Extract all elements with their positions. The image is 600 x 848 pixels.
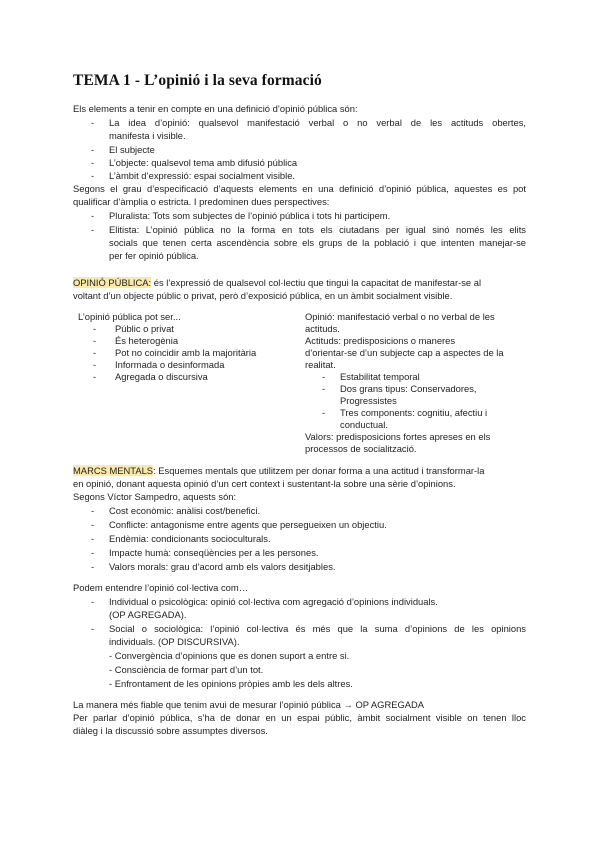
left-col-item: Agregada o discursiva xyxy=(115,371,208,382)
bullet-dash: - xyxy=(93,371,97,382)
opinio-definition-line: voltant d’un objecte públic o privat, però d’exposició pública, en un àmbit socialment visible. xyxy=(73,290,453,301)
element-item-line: manifesta i visible. xyxy=(109,130,186,141)
element-item-line: L’objecte: qualsevol tema amb difusió pública xyxy=(109,157,298,168)
bullet-dash: - xyxy=(91,533,95,544)
sampedro-item: Endèmia: condicionants socioculturals. xyxy=(109,533,271,544)
right-col-line: realitat. xyxy=(305,359,336,370)
bullet-dash: - xyxy=(322,371,326,382)
bullet-dash: - xyxy=(91,144,95,155)
perspective-line: socials que tenen certa ascendència sobre els grups de la població i que intenten manejar-se xyxy=(109,237,526,248)
bullet-dash: - xyxy=(91,505,95,516)
left-col-item: Pot no coincidir amb la majoritària xyxy=(115,347,257,358)
collectiva-line: - Enfrontament de les opinions pròpies amb les dels altres. xyxy=(109,678,353,689)
right-sub-item: Dos grans tipus: Conservadores, xyxy=(340,383,477,394)
collectiva-line: (OP AGREGADA). xyxy=(109,609,187,620)
sampedro-intro: Segons Víctor Sampedro, aquests són: xyxy=(73,491,237,502)
bullet-dash: - xyxy=(93,323,97,334)
sampedro-item: Cost econòmic: anàlisi cost/benefici. xyxy=(109,505,261,516)
bullet-dash: - xyxy=(91,596,95,607)
marcs-definition-line xyxy=(73,465,484,478)
right-sub-item: conductual. xyxy=(340,419,388,430)
perspective-line: per fer opinió pública. xyxy=(109,250,199,261)
intro-text: Els elements a tenir en compte en una definició d’opinió pública són: xyxy=(73,103,358,114)
element-item-line: La idea d’opinió: qualsevol manifestació verbal o no verbal de les actituds obertes, xyxy=(109,117,526,128)
left-col-heading: L’opinió pública pot ser... xyxy=(78,311,181,322)
right-col-line: Actituds: predisposicions o maneres xyxy=(305,335,456,346)
segons-line: qualificar d’àmplia o estricta. I predominen dues perspectives: xyxy=(73,196,330,207)
collectiva-line: individuals. (OP DISCURSIVA). xyxy=(109,636,240,647)
bullet-dash: - xyxy=(91,210,95,221)
element-item-line: El subjecte xyxy=(109,144,155,155)
bullet-dash: - xyxy=(91,224,95,235)
perspective-line: Elitista: L’opinió pública no la forma en tots els ciutadans per igual sinó només les elits xyxy=(109,224,526,235)
sampedro-item: Impacte humà: conseqüències per a les persones. xyxy=(109,547,319,558)
right-col-line: Valors: predisposicions fortes apreses en els xyxy=(305,431,491,442)
bullet-dash: - xyxy=(91,623,95,634)
opinio-publica-label: OPINIÓ PÚBLICA: xyxy=(73,277,152,288)
final-line: Per parlar d’opinió pública, s’ha de donar en un espai públic, àmbit socialment visible on tenen lloc xyxy=(73,712,526,723)
bullet-dash: - xyxy=(91,519,95,530)
bullet-dash: - xyxy=(91,561,95,572)
right-col-line: actituds. xyxy=(305,323,340,334)
bullet-dash: - xyxy=(93,347,97,358)
bullet-dash: - xyxy=(91,170,95,181)
bullet-dash: - xyxy=(91,117,95,128)
collectiva-line: - Consciència de formar part d’un tot. xyxy=(109,664,264,675)
bullet-dash: - xyxy=(322,383,326,394)
right-sub-item: Tres components: cognitiu, afectiu i xyxy=(340,407,488,418)
final-line: La manera més fiable que tenim avui de mesurar l’opinió pública → OP AGREGADA xyxy=(73,699,425,710)
marcs-definition-line: en opinió, donant aquesta opinió d’un cert context i sustentant-la sobre una sèrie d’opinions. xyxy=(73,478,456,489)
collectiva-line: Social o sociològica: l’opinió col·lectiva és més que la suma d’opinions de les opinions xyxy=(109,623,526,634)
podem-intro: Podem entendre l’opinió col·lectiva com… xyxy=(73,582,249,593)
element-item-line: L’àmbit d’expressió: espai socialment visible. xyxy=(109,170,296,181)
left-col-item: Públic o privat xyxy=(115,323,174,334)
perspective-line: Pluralista: Tots som subjectes de l’opinió pública i tots hi participem. xyxy=(109,210,391,221)
sampedro-item: Valors morals: grau d’acord amb els valors desitjables. xyxy=(109,561,336,572)
marcs-mentals-label: MARCS MENTALS xyxy=(73,465,154,476)
opinio-def-text: és l’expressió de qualsevol col·lectiu que tingui la capacitat de manifestar-se al xyxy=(151,277,482,288)
left-col-item: És heterogènia xyxy=(115,335,179,346)
collectiva-line: Individual o psicològica: opinió col·lectiva com agregació d’opinions individuals. xyxy=(109,596,438,607)
right-sub-item: Estabilitat temporal xyxy=(340,371,420,382)
page-title: TEMA 1 - L’opinió i la seva formació xyxy=(73,72,322,89)
bullet-dash: - xyxy=(322,407,326,418)
sampedro-item: Conflicte: antagonisme entre agents que persegueixen un objectiu. xyxy=(109,519,387,530)
marcs-def-text: : Esquemes mentals que utilitzem per donar forma a una actitud i transformar-la xyxy=(153,465,485,476)
bullet-dash: - xyxy=(91,157,95,168)
final-line: diàleg i la discussió sobre assumptes diversos. xyxy=(73,725,268,736)
right-sub-item: Progressistes xyxy=(340,395,397,406)
bullet-dash: - xyxy=(93,359,97,370)
left-col-item: Informada o desinformada xyxy=(115,359,225,370)
right-col-line: d’orientar-se d’un subjecte cap a aspectes de la xyxy=(305,347,504,358)
collectiva-line: - Convergència d’opinions que es donen suport a entre si. xyxy=(109,650,350,661)
bullet-dash: - xyxy=(93,335,97,346)
opinio-definition-line xyxy=(73,277,481,290)
right-col-line: processos de socialització. xyxy=(305,443,417,454)
bullet-dash: - xyxy=(91,547,95,558)
segons-line: Segons el grau d’especificació d’aquests elements en una definició d’opinió pública, aquestes es pot xyxy=(73,183,526,194)
right-col-line: Opinió: manifestació verbal o no verbal de les xyxy=(305,311,495,322)
